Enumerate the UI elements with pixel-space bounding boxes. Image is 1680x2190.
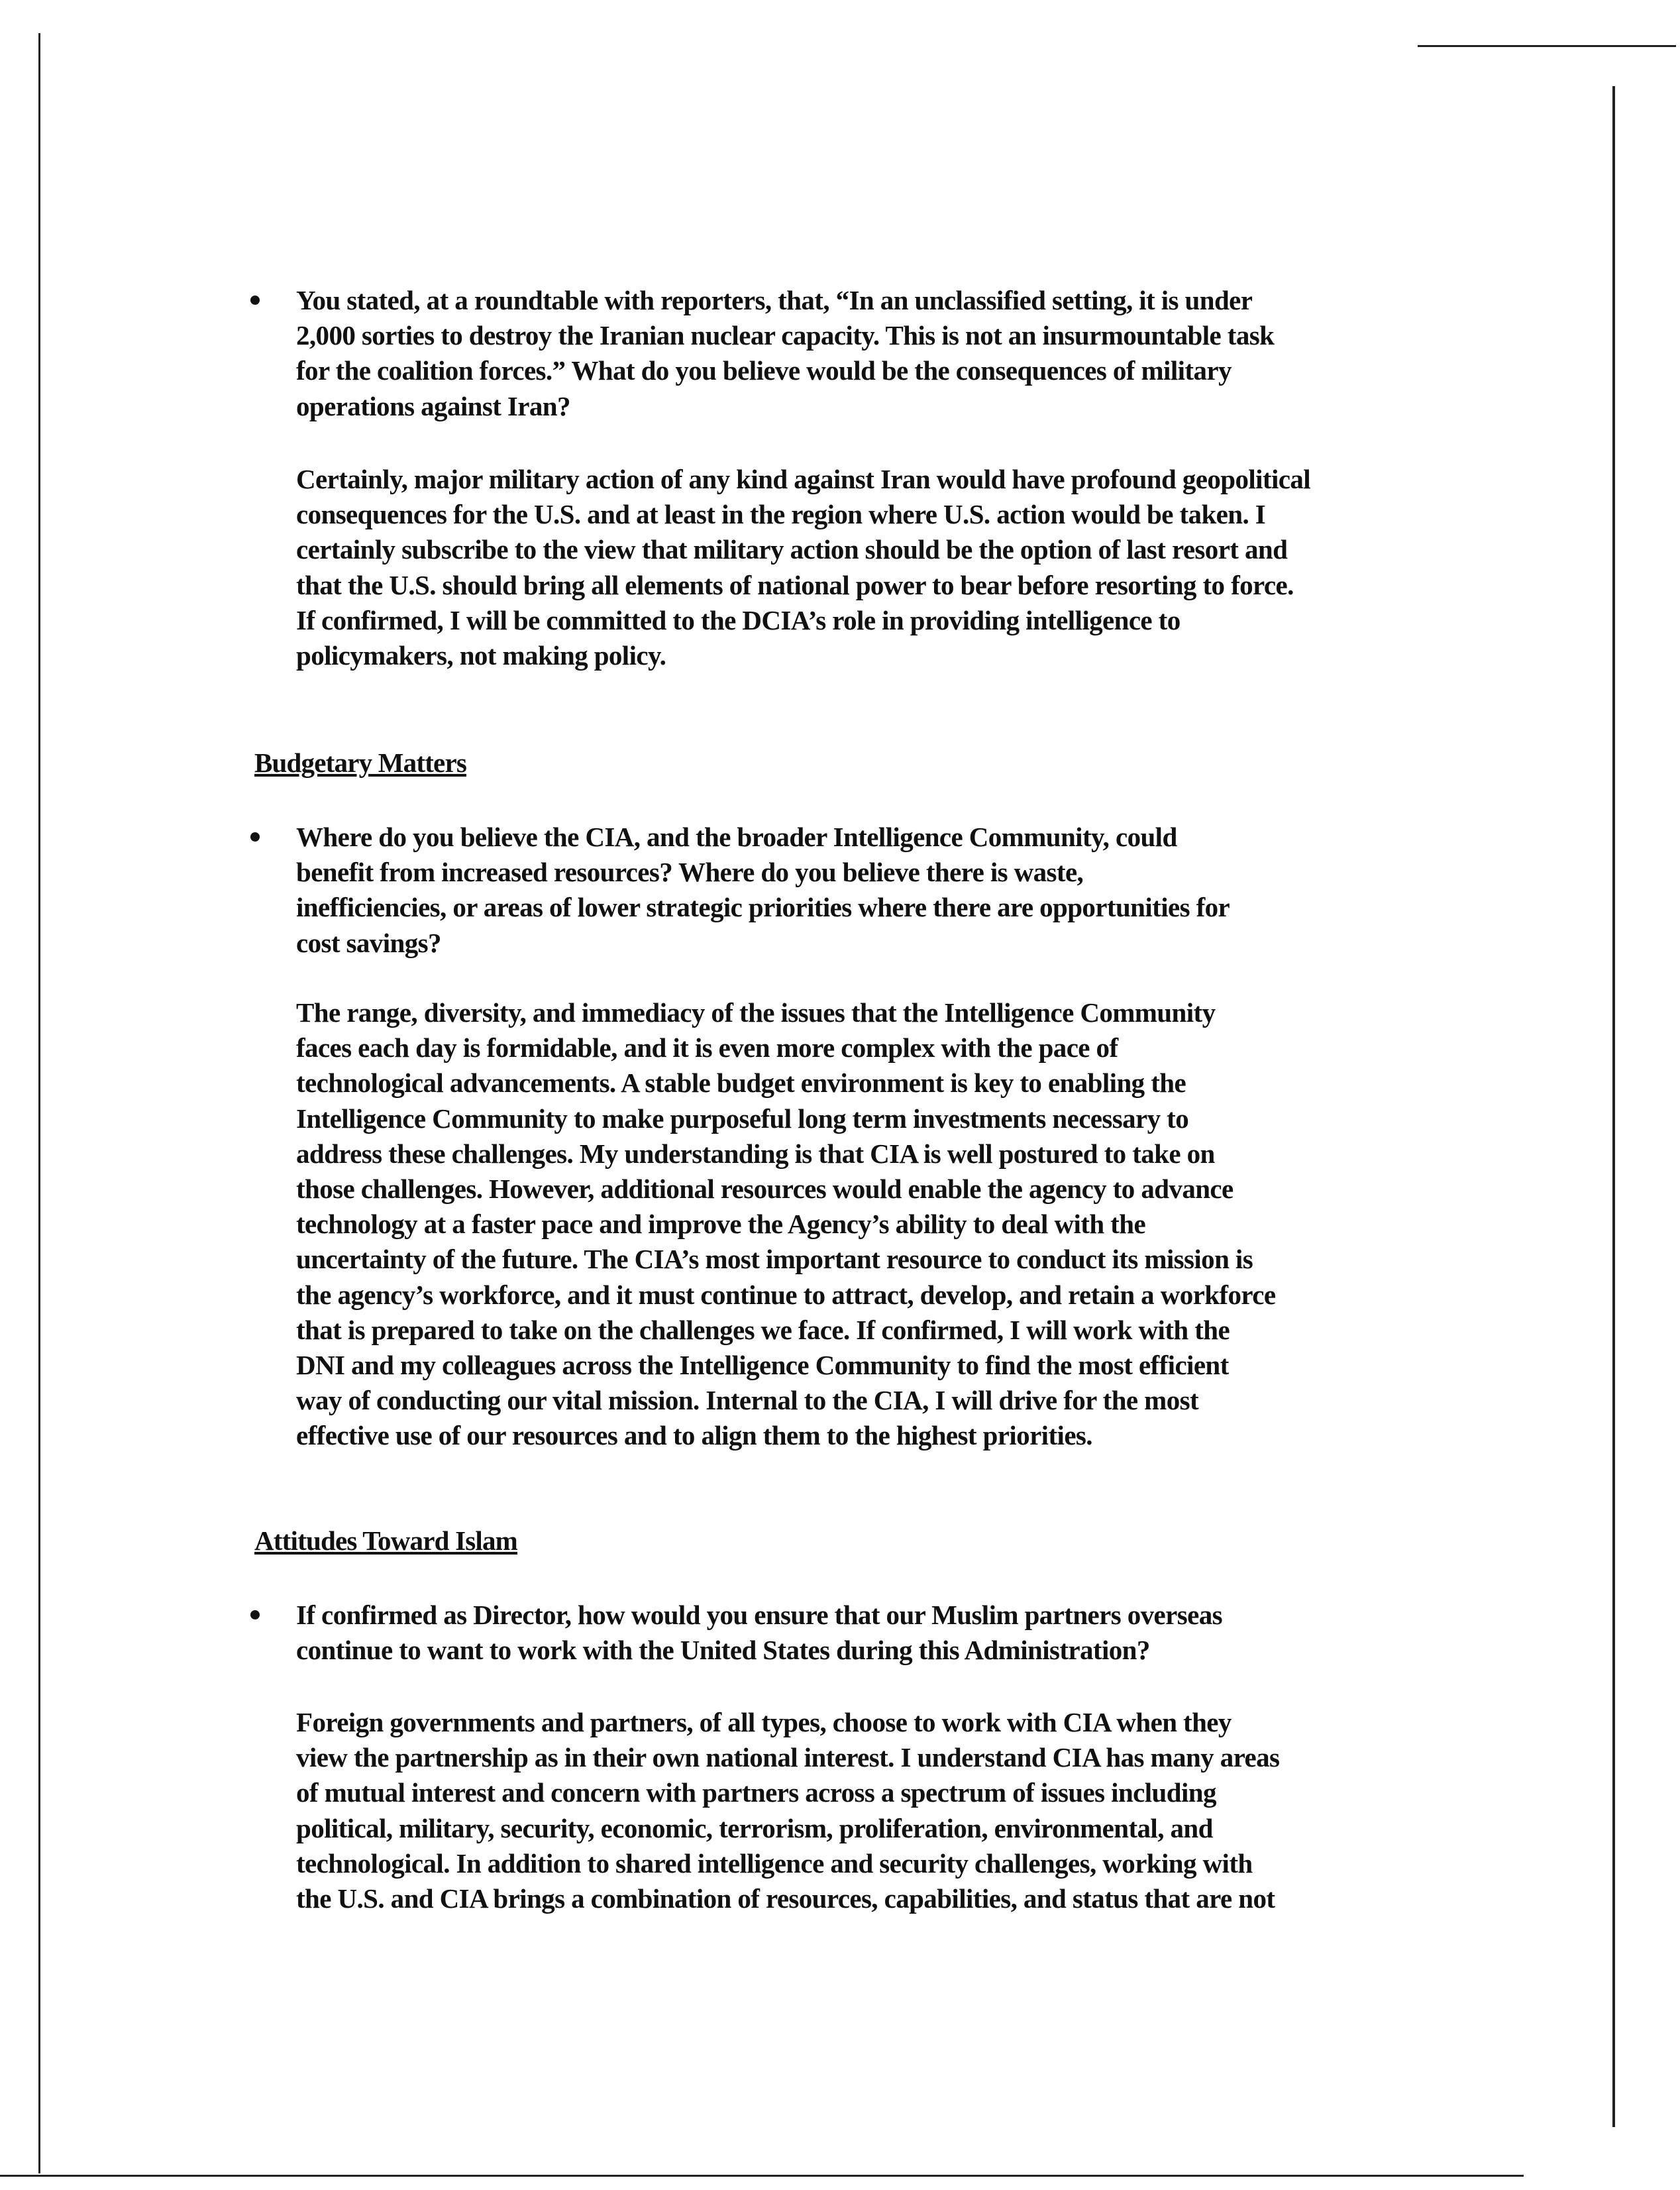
text-line: 2,000 sorties to destroy the Iranian nuclear capacity. This is not an insurmountable task (296, 320, 1275, 351)
text-line: certainly subscribe to the view that military action should be the option of last resort and (296, 534, 1288, 565)
text-line: the U.S. and CIA brings a combination of resources, capabilities, and status that are not (296, 1883, 1275, 1914)
text-line: Where do you believe the CIA, and the broader Intelligence Community, could (296, 822, 1177, 852)
text-line: Certainly, major military action of any kind against Iran would have profound geopolitical (296, 464, 1311, 494)
text-line: You stated, at a roundtable with reporters, that, “In an unclassified setting, it is under (296, 285, 1253, 315)
right-border-line (1612, 86, 1615, 2127)
text-line: technological. In addition to shared intelligence and security challenges, working with (296, 1847, 1253, 1879)
text-line: that the U.S. should bring all elements of national power to bear before resorting to force. (296, 569, 1294, 600)
text-line: The range, diversity, and immediacy of the issues that the Intelligence Community (296, 997, 1216, 1028)
text-line: benefit from increased resources? Where do you believe there is waste, (296, 857, 1084, 888)
bullet-icon (250, 832, 260, 842)
question-budget (296, 820, 1230, 961)
section-heading: Attitudes Toward Islam (254, 1525, 518, 1556)
text-line: continue to want to work with the United States during this Administration? (296, 1635, 1150, 1666)
text-line: that is prepared to take on the challenges we face. If confirmed, I will work with the (296, 1314, 1230, 1345)
text-line: the agency’s workforce, and it must continue to attract, develop, and retain a workforce (296, 1279, 1276, 1310)
section-heading: Budgetary Matters (254, 747, 467, 778)
top-right-line (1418, 45, 1676, 47)
bullet-icon (250, 1610, 260, 1619)
question-iran (296, 283, 1274, 424)
text-line: faces each day is formidable, and it is even more complex with the pace of (296, 1032, 1118, 1064)
text-line: technological advancements. A stable budget environment is key to enabling the (296, 1068, 1186, 1099)
text-line: Foreign governments and partners, of all types, choose to work with CIA when they (296, 1707, 1232, 1737)
answer-budget (296, 995, 1275, 1454)
text-line: of mutual interest and concern with partners across a spectrum of issues including (296, 1777, 1216, 1808)
text-line: for the coalition forces.” What do you believe would be the consequences of military (296, 355, 1232, 386)
text-line: policymakers, not making policy. (296, 640, 666, 671)
text-line: If confirmed, I will be committed to the DCIA’s role in providing intelligence to (296, 604, 1181, 635)
text-line: technology at a faster pace and improve the Agency’s ability to deal with the (296, 1209, 1146, 1240)
text-line: cost savings? (296, 927, 441, 958)
text-line: DNI and my colleagues across the Intelligence Community to find the most efficient (296, 1350, 1229, 1381)
bottom-line (0, 2175, 1524, 2177)
bullet-icon (250, 296, 260, 305)
question-islam (296, 1598, 1222, 1668)
text-line: way of conducting our vital mission. Internal to the CIA, I will drive for the most (296, 1385, 1199, 1416)
text-line: Intelligence Community to make purposeful long term investments necessary to (296, 1103, 1189, 1134)
text-line: inefficiencies, or areas of lower strategic priorities where there are opportunities for (296, 892, 1230, 923)
answer-islam (296, 1705, 1279, 1916)
left-border-line (38, 33, 40, 2173)
text-line: effective use of our resources and to align them to the highest priorities. (296, 1420, 1092, 1451)
text-line: address these challenges. My understanding is that CIA is well postured to take on (296, 1138, 1215, 1169)
text-line: political, military, security, economic, terrorism, proliferation, environmental, and (296, 1812, 1213, 1843)
text-line: consequences for the U.S. and at least in the region where U.S. action would be taken. I (296, 499, 1266, 530)
text-line: operations against Iran? (296, 390, 570, 421)
text-line: view the partnership as in their own national interest. I understand CIA has many areas (296, 1742, 1280, 1773)
text-line: those challenges. However, additional resources would enable the agency to advance (296, 1174, 1234, 1205)
answer-iran (296, 462, 1310, 673)
text-line: uncertainty of the future. The CIA’s most important resource to conduct its mission is (296, 1244, 1253, 1275)
text-line: If confirmed as Director, how would you ensure that our Muslim partners overseas (296, 1600, 1222, 1630)
